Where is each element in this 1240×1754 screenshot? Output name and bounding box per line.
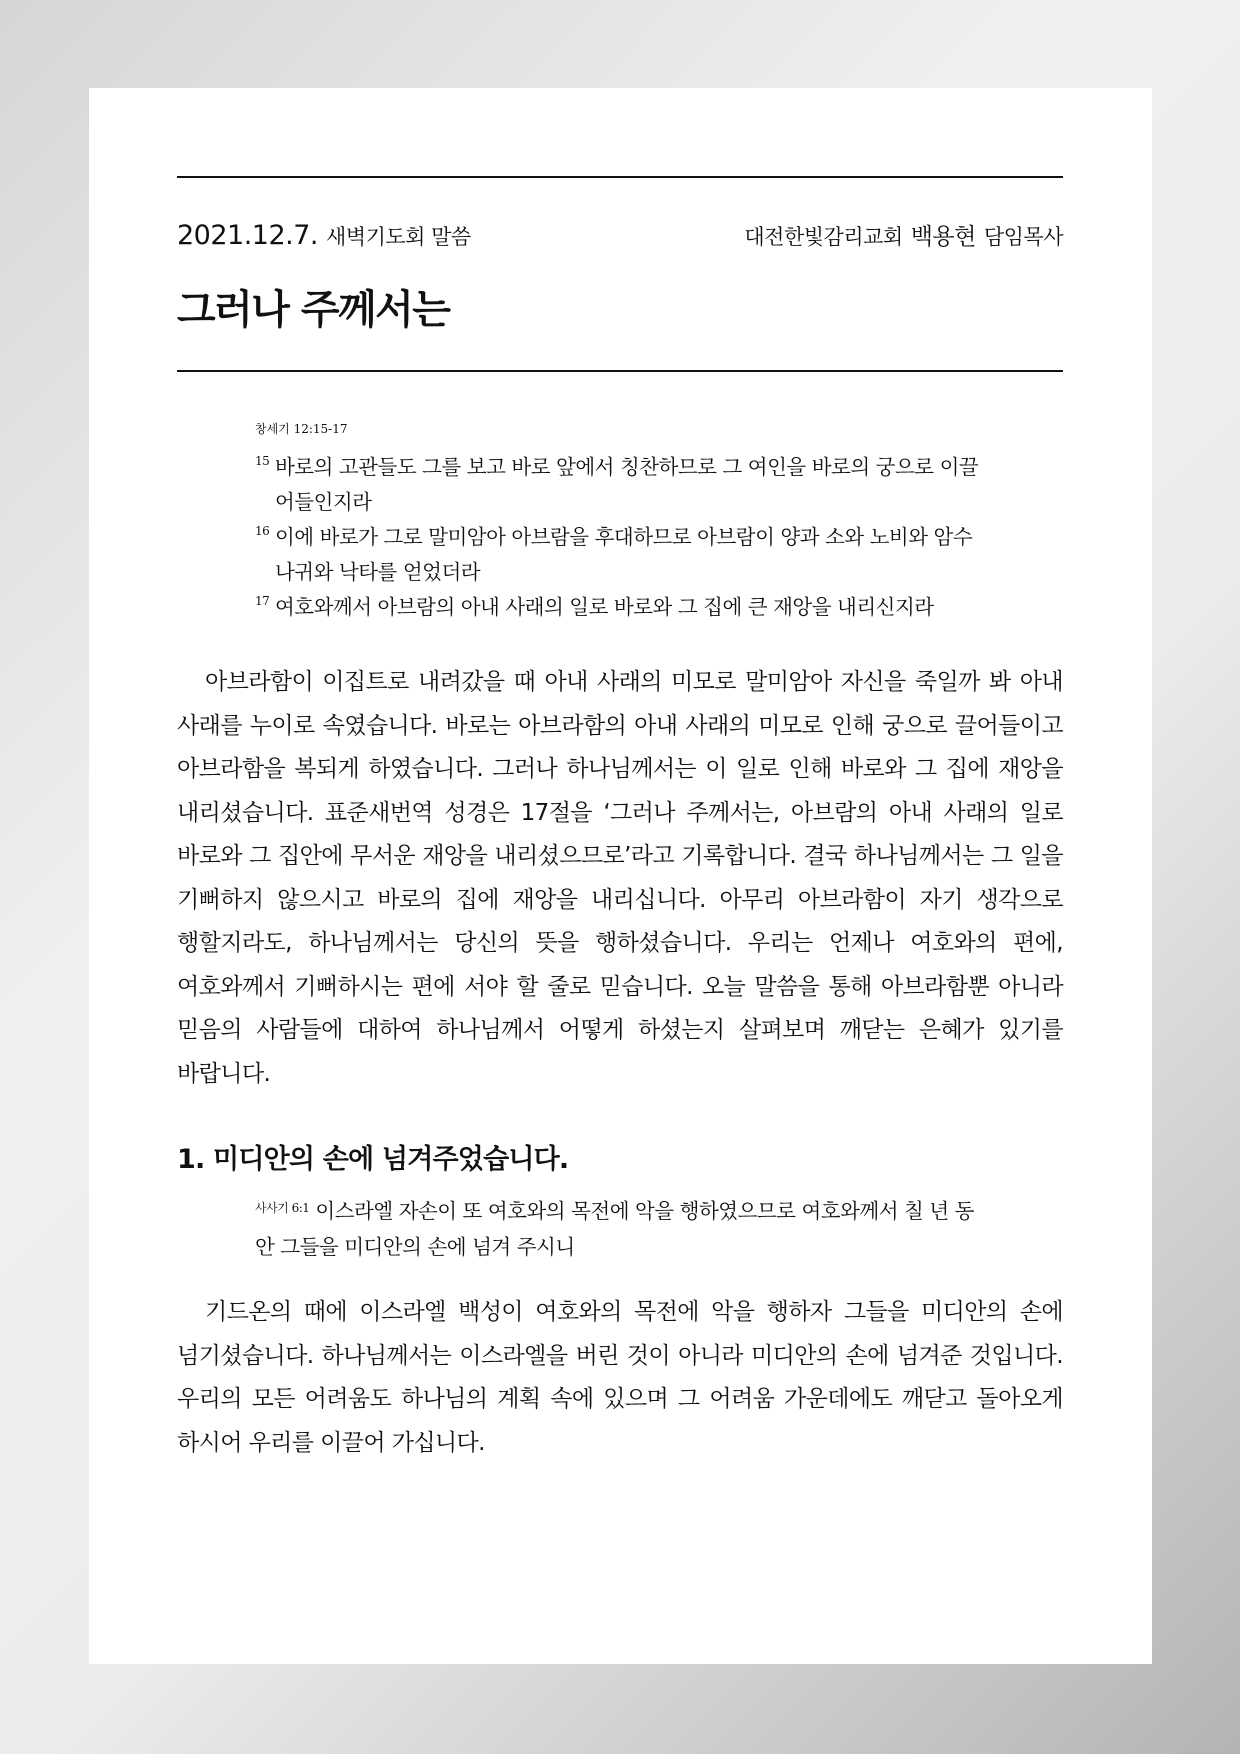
- scripture-block: [255, 420, 985, 625]
- verse-text: 이에 바로가 그로 말미암아 아브람을 후대하므로 아브람이 양과 소와 노비와 암수 나귀와 낙타를 얻었더라: [275, 525, 973, 584]
- scripture-reference: 창세기 12:15-17: [255, 422, 348, 436]
- sermon-title: 그러나 주께서는: [177, 287, 450, 333]
- verse-number: 17: [255, 594, 270, 608]
- service-name: 새벽기도회 말씀: [326, 225, 471, 249]
- verse-15: [255, 450, 985, 520]
- section-heading-1: 1. 미디안의 손에 넘겨주었습니다.: [177, 1144, 569, 1175]
- verse-number: 16: [255, 524, 270, 538]
- verse-16: [255, 520, 985, 590]
- page-content: [177, 176, 1063, 1465]
- section-paragraph: 기드온의 때에 이스라엘 백성이 여호와의 목전에 악을 행하자 그들을 미디안의 손에 넘기셨습니다. 하나님께서는 이스라엘을 버린 것이 아니라 미디안의 손에 넘겨준 것입니다. 우리의 모든 어려움도 하나님의 계획 속에 있으며 그 어려움 가운데에도 깨닫고 돌아오게 하시어 우리를 이끌어 가십니다.: [177, 1299, 1063, 1456]
- section-scripture-reference: 사사기 6:1: [255, 1201, 310, 1215]
- sermon-header: [177, 218, 1063, 254]
- header-right: [744, 218, 1063, 251]
- title-rule: [177, 370, 1063, 372]
- intro-paragraph: 아브라함이 이집트로 내려갔을 때 아내 사래의 미모로 말미암아 자신을 죽일까 봐 아내 사래를 누이로 속였습니다. 바로는 아브라함의 아내 사래의 미모로 인해 궁으로 끌어들이고 아브라함을 복되게 하였습니다. 그러나 하나님께서는 이 일로 인해 바로와 그 집에 재앙을 내리셨습니다. 표준새번역 성경은 17절을 ‘그러나 주께서는, 아브람의 아내 사래의 일로 바로와 그 집안에 무서운 재앙을 내리셨으므로’라고 기록합니다. 결국 하나님께서는 그 일을 기뻐하지 않으시고 바로의 집에 재앙을 내리십니다. 아무리 아브라함이 자기 생각으로 행할지라도, 하나님께서는 당신의 뜻을 행하셨습니다. 우리는 언제나 여호와의 편에, 여호와께서 기뻐하시는 편에 서야 할 줄로 믿습니다. 오늘 말씀을 통해 아브라함뿐 아니라 믿음의 사람들에 대하여 하나님께서 어떻게 하셨는지 살펴보며 깨닫는 은혜가 있기를 바랍니다.: [177, 669, 1063, 1087]
- verse-text: 바로의 고관들도 그를 보고 바로 앞에서 칭찬하므로 그 여인을 바로의 궁으로 이끌어들인지라: [275, 455, 979, 514]
- verse-text: 여호와께서 아브람의 아내 사래의 일로 바로와 그 집에 큰 재앙을 내리신지라: [275, 595, 934, 619]
- document-page: [89, 88, 1152, 1664]
- top-rule: [177, 176, 1063, 178]
- pastor-title: 담임목사: [983, 225, 1063, 249]
- header-left: [177, 220, 471, 251]
- section-scripture: [255, 1190, 985, 1265]
- verse-number: 15: [255, 454, 270, 468]
- pastor-name: 백용현: [910, 224, 976, 250]
- section-scripture-text: 이스라엘 자손이 또 여호와의 목전에 악을 행하였으므로 여호와께서 칠 년 동안 그들을 미디안의 손에 넘겨 주시니: [255, 1199, 974, 1259]
- verse-17: [255, 590, 985, 625]
- church-name: 대전한빛감리교회: [744, 225, 903, 249]
- sermon-date: 2021.12.7.: [177, 220, 318, 251]
